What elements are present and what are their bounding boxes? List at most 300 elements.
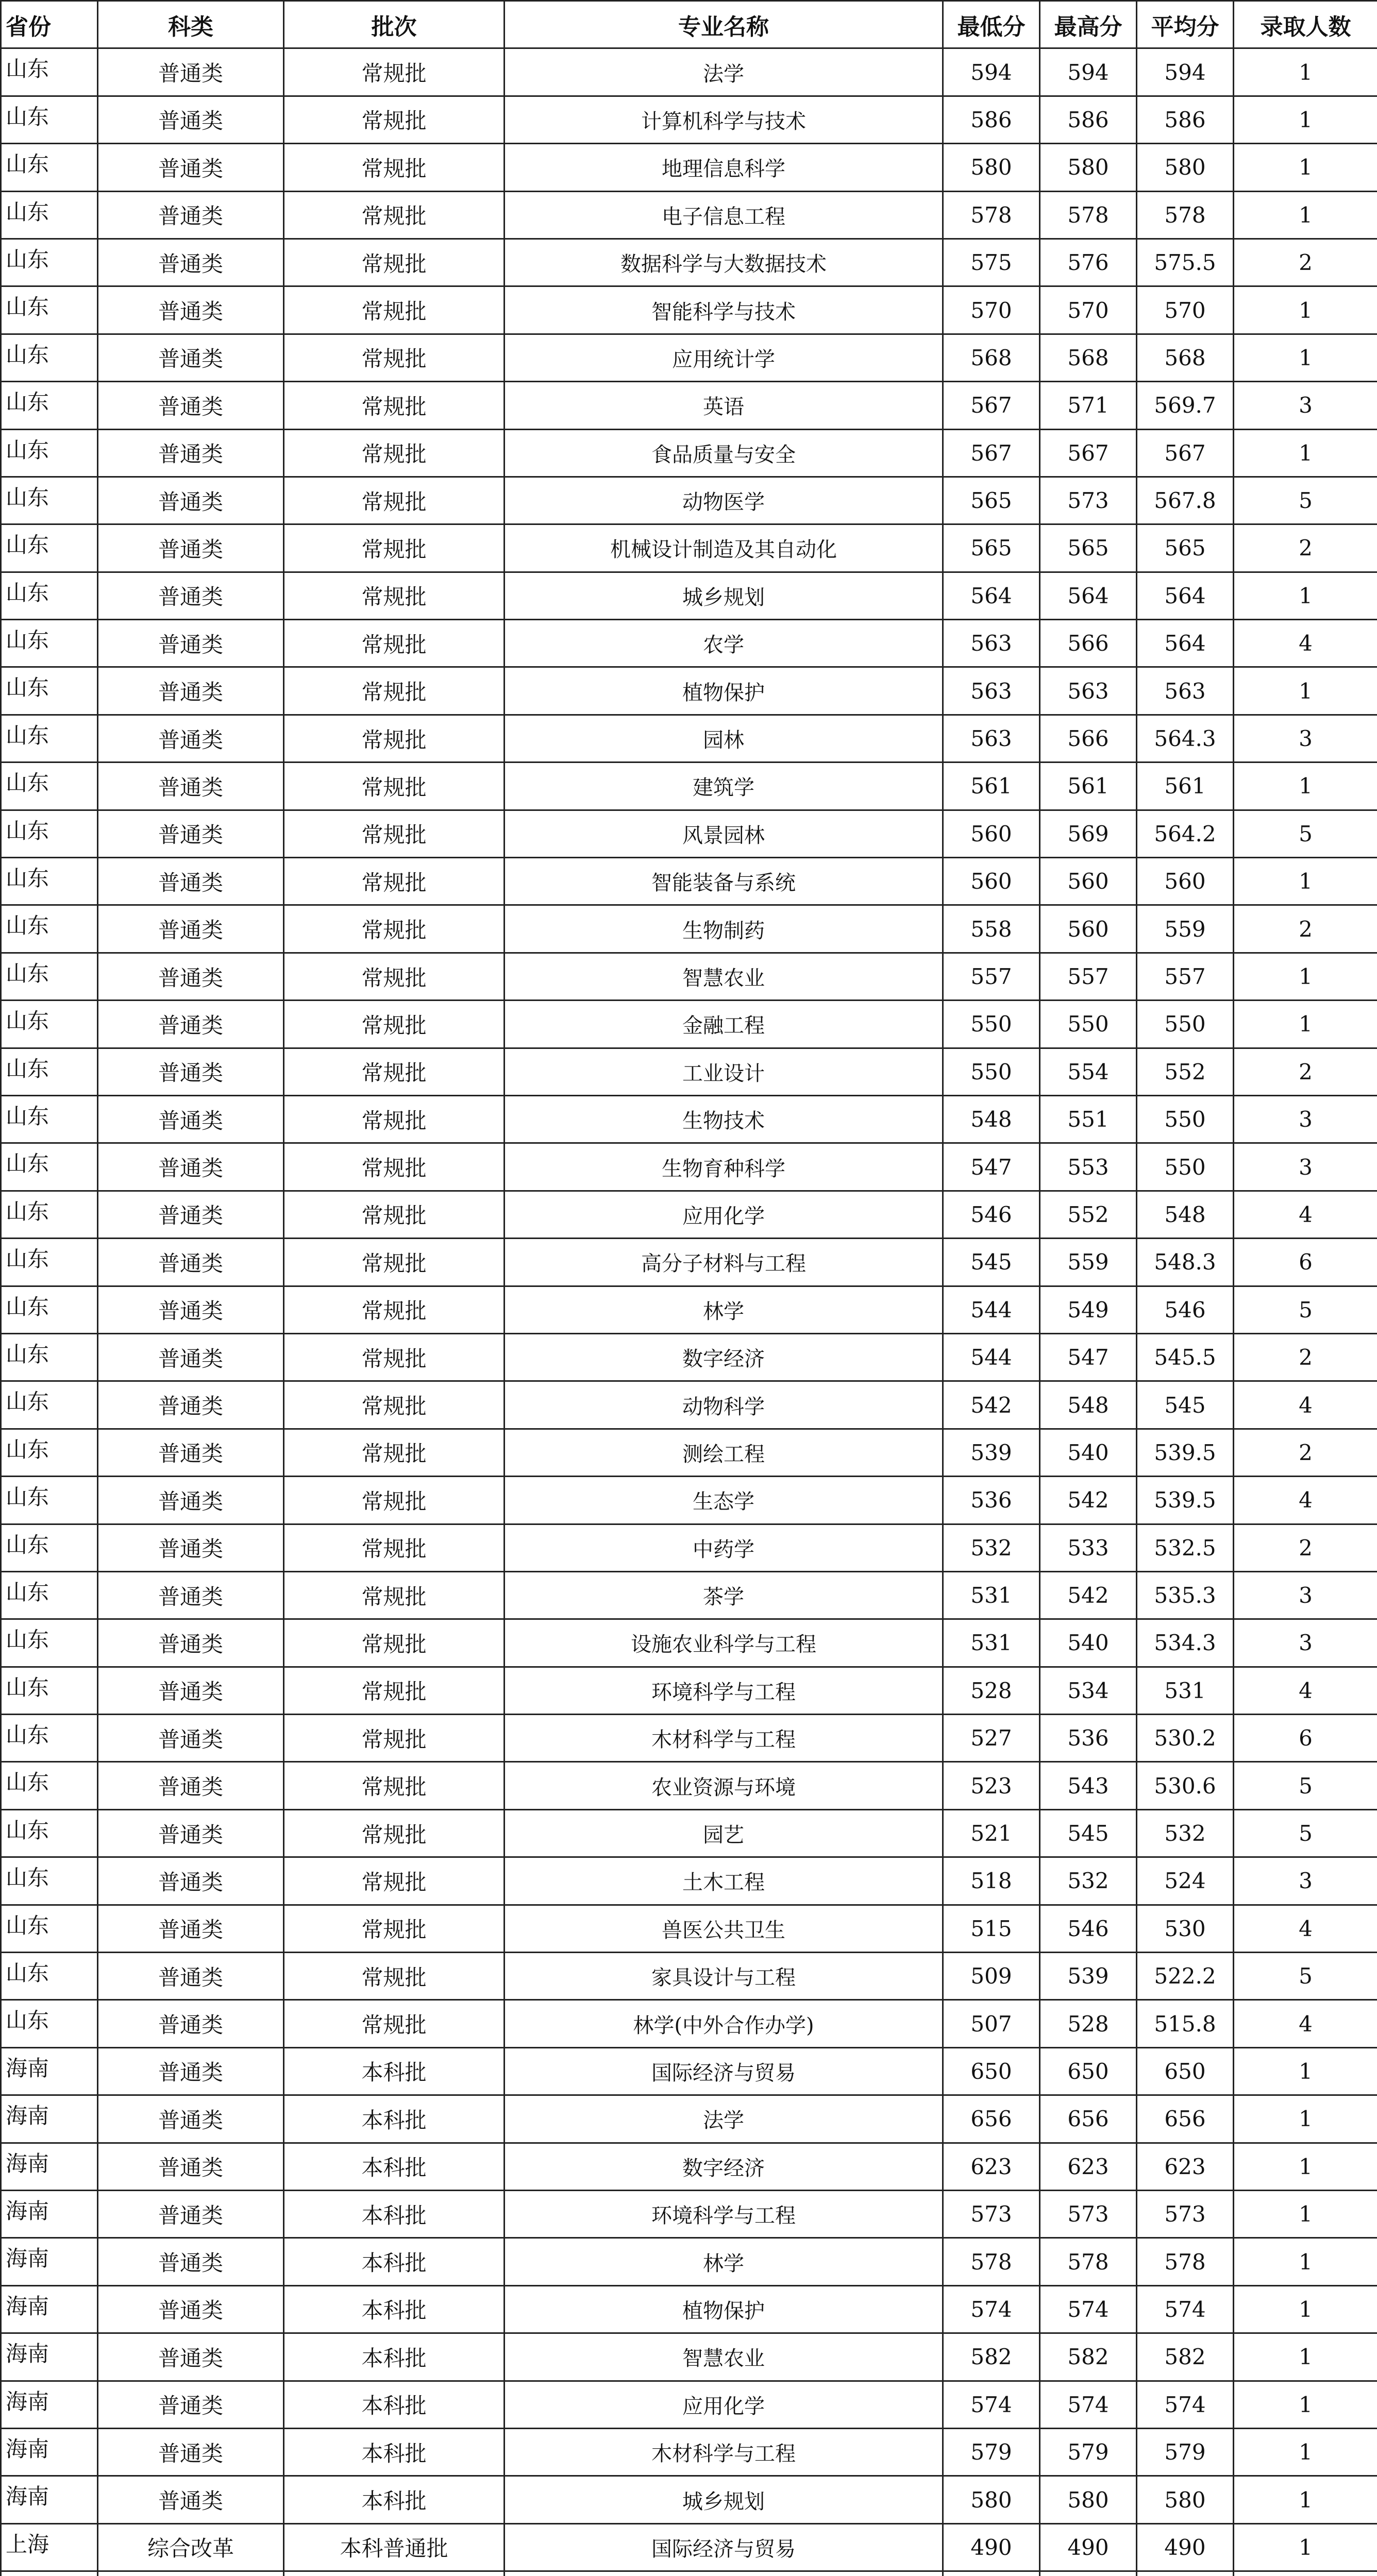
- header-admitted-count: 录取人数: [1234, 2, 1377, 49]
- cell-admitted-count: 1: [1234, 573, 1377, 620]
- cell-category: 普通类: [98, 2144, 284, 2191]
- cell-min-score: 544: [944, 1334, 1040, 1382]
- header-major: 专业名称: [505, 2, 944, 49]
- cell-max-score: 554: [1040, 1049, 1137, 1096]
- cell-batch: 本科批: [284, 2144, 505, 2191]
- cell-avg-score: 594: [1137, 49, 1234, 96]
- cell-min-score: 509: [944, 1953, 1040, 2001]
- cell-min-score: 532: [944, 1525, 1040, 1572]
- cell-province: 山东: [2, 1668, 98, 1715]
- header-avg-score: 平均分: [1137, 2, 1234, 49]
- cell-province: 山东: [2, 858, 98, 906]
- cell-admitted-count: 3: [1234, 1858, 1377, 1905]
- cell-major: 食品质量与安全: [505, 430, 944, 478]
- cell-max-score: 561: [1040, 763, 1137, 810]
- cell-major: 工业设计: [505, 1049, 944, 1096]
- cell-avg-score: 524: [1137, 1858, 1234, 1905]
- cell-avg-score: 570: [1137, 287, 1234, 334]
- cell-batch: 常规批: [284, 1668, 505, 1715]
- cell-admitted-count: 4: [1234, 1382, 1377, 1429]
- cell-min-score: 523: [944, 1762, 1040, 1810]
- cell-admitted-count: 1: [1234, 763, 1377, 810]
- cell-min-score: 557: [944, 954, 1040, 1001]
- cell-min-score: 547: [944, 1144, 1040, 1191]
- cell-admitted-count: 4: [1234, 1477, 1377, 1524]
- cell-admitted-count: 2: [1234, 240, 1377, 287]
- cell-avg-score: 582: [1137, 2334, 1234, 2381]
- cell-admitted-count: 5: [1234, 811, 1377, 858]
- cell-avg-score: 578: [1137, 192, 1234, 240]
- cell-max-score: 564: [1040, 573, 1137, 620]
- cell-min-score: 575: [944, 240, 1040, 287]
- cell-province: 山东: [2, 1192, 98, 1239]
- cell-category: 普通类: [98, 287, 284, 334]
- cell-major: 植物保护: [505, 668, 944, 715]
- cell-batch: 常规批: [284, 1001, 505, 1048]
- cell-min-score: 515: [944, 1906, 1040, 1953]
- cell-admitted-count: 1: [1234, 668, 1377, 715]
- cell-avg-score: 623: [1137, 2144, 1234, 2191]
- cell-min-score: 539: [944, 1430, 1040, 1477]
- cell-batch: 常规批: [284, 620, 505, 668]
- cell-avg-score: 563: [1137, 668, 1234, 715]
- cell-category: 普通类: [98, 1572, 284, 1620]
- cell-province: 山东: [2, 1430, 98, 1477]
- cell-min-score: 548: [944, 1096, 1040, 1144]
- cell-province: 海南: [2, 2191, 98, 2239]
- cell-batch: 常规批: [284, 1144, 505, 1191]
- cell-min-score: 564: [944, 573, 1040, 620]
- cell-max-score: 578: [1040, 192, 1137, 240]
- cell-admitted-count: 1: [1234, 954, 1377, 1001]
- cell-min-score: 582: [944, 2334, 1040, 2381]
- cell-avg-score: 580: [1137, 2477, 1234, 2524]
- cell-max-score: 536: [1040, 1715, 1137, 1762]
- cell-min-score: 579: [944, 2429, 1040, 2477]
- cell-max-score: 552: [1040, 1192, 1137, 1239]
- cell-max-score: 623: [1040, 2144, 1137, 2191]
- cell-avg-score: 564: [1137, 620, 1234, 668]
- cell-category: 普通类: [98, 1001, 284, 1048]
- cell-max-score: 540: [1040, 1620, 1137, 1667]
- cell-min-score: 536: [944, 1477, 1040, 1524]
- cell-avg-score: 530.6: [1137, 1762, 1234, 1810]
- cell-batch: 常规批: [284, 2001, 505, 2048]
- cell-max-score: 545: [1040, 1810, 1137, 1858]
- cell-batch: 常规批: [284, 763, 505, 810]
- cell-max-score: 557: [1040, 954, 1137, 1001]
- cell-min-score: 531: [944, 1620, 1040, 1667]
- cell-avg-score: 552: [1137, 1049, 1234, 1096]
- cell-batch: 常规批: [284, 97, 505, 144]
- cell-admitted-count: 1: [1234, 858, 1377, 906]
- cell-avg-score: 574: [1137, 2286, 1234, 2334]
- cell-major: 高分子材料与工程: [505, 1239, 944, 1286]
- cell-province: 山东: [2, 1001, 98, 1048]
- cell-admitted-count: 1: [1234, 2191, 1377, 2239]
- cell-max-score: 586: [1040, 97, 1137, 144]
- cell-major: 林学(中外合作办学): [505, 2001, 944, 2048]
- cell-admitted-count: 3: [1234, 1144, 1377, 1191]
- cell-province: 山东: [2, 192, 98, 240]
- cell-major: 法学: [505, 49, 944, 96]
- cell-avg-score: 531: [1137, 1668, 1234, 1715]
- cell-batch: 常规批: [284, 478, 505, 525]
- cell-major: 金融工程: [505, 1001, 944, 1048]
- cell-min-score: 563: [944, 620, 1040, 668]
- cell-batch: 常规批: [284, 1572, 505, 1620]
- cell-min-score: 570: [944, 287, 1040, 334]
- cell-max-score: 573: [1040, 2191, 1137, 2239]
- cell-batch: 本科批: [284, 2096, 505, 2143]
- cell-major: 生物制药: [505, 906, 944, 953]
- cell-major: 园林: [505, 716, 944, 763]
- cell-avg-score: 567.8: [1137, 478, 1234, 525]
- cell-batch: 常规批: [284, 525, 505, 572]
- cell-admitted-count: 1: [1234, 1001, 1377, 1048]
- cell-admitted-count: 1: [1234, 2048, 1377, 2096]
- cell-batch: 常规批: [284, 573, 505, 620]
- cell-min-score: 550: [944, 1049, 1040, 1096]
- cell-max-score: 533: [1040, 1525, 1137, 1572]
- cell-max-score: 560: [1040, 858, 1137, 906]
- cell-category: 普通类: [98, 2191, 284, 2239]
- header-min-score: 最低分: [944, 2, 1040, 49]
- cell-avg-score: 546: [1137, 1287, 1234, 1334]
- cell-category: 普通类: [98, 1192, 284, 1239]
- cell-max-score: 563: [1040, 668, 1137, 715]
- cell-admitted-count: 3: [1234, 1096, 1377, 1144]
- cell-major: 应用统计学: [505, 335, 944, 382]
- cell-max-score: 539: [1040, 1953, 1137, 2001]
- cell-province: 山东: [2, 1906, 98, 1953]
- cell-category: 普通类: [98, 478, 284, 525]
- cell-major: 测绘工程: [505, 1430, 944, 1477]
- cell-major: 生态学: [505, 1477, 944, 1524]
- cell-min-score: 574: [944, 2382, 1040, 2429]
- header-max-score: 最高分: [1040, 2, 1137, 49]
- cell-batch: 常规批: [284, 382, 505, 430]
- cell-min-score: 561: [944, 763, 1040, 810]
- cell-avg-score: 561: [1137, 763, 1234, 810]
- cell-min-score: 656: [944, 2096, 1040, 2143]
- cell-min-score: 563: [944, 716, 1040, 763]
- cell-province: 海南: [2, 2382, 98, 2429]
- cell-major: 植物保护: [505, 2286, 944, 2334]
- cell-category: 普通类: [98, 1715, 284, 1762]
- cell-batch: 常规批: [284, 1953, 505, 2001]
- cell-category: 普通类: [98, 716, 284, 763]
- cell-batch: 常规批: [284, 1858, 505, 1905]
- cell-admitted-count: 1: [1234, 430, 1377, 478]
- cell-max-score: 547: [1040, 1334, 1137, 1382]
- cell-major: 生物技术: [505, 1096, 944, 1144]
- cell-major: 动物医学: [505, 478, 944, 525]
- cell-min-score: 565: [944, 525, 1040, 572]
- cell-max-score: 490: [1040, 2524, 1137, 2572]
- cell-province: 海南: [2, 2429, 98, 2477]
- cell-max-score: 580: [1040, 2477, 1137, 2524]
- cell-avg-score: 575.5: [1137, 240, 1234, 287]
- cell-avg-score: 530: [1137, 1906, 1234, 1953]
- cell-batch: 常规批: [284, 954, 505, 1001]
- cell-admitted-count: 1: [1234, 2334, 1377, 2381]
- cell-category: 普通类: [98, 1144, 284, 1191]
- cell-min-score: 578: [944, 192, 1040, 240]
- cell-province: 山东: [2, 1334, 98, 1382]
- cell-min-score: 586: [944, 97, 1040, 144]
- cell-avg-score: 550: [1137, 1001, 1234, 1048]
- cell-admitted-count: 2: [1234, 1334, 1377, 1382]
- cell-major: 木材科学与工程: [505, 1715, 944, 1762]
- cell-category: 普通类: [98, 1477, 284, 1524]
- cell-batch: 常规批: [284, 49, 505, 96]
- cell-max-score: 567: [1040, 430, 1137, 478]
- cell-major: 数字经济: [505, 1334, 944, 1382]
- cell-province: 山东: [2, 1810, 98, 1858]
- cell-major: 建筑学: [505, 763, 944, 810]
- cell-major: 家具设计与工程: [505, 1953, 944, 2001]
- cell-avg-score: 573: [1137, 2191, 1234, 2239]
- cell-batch: 常规批: [284, 192, 505, 240]
- cell-max-score: 594: [1040, 49, 1137, 96]
- cell-category: 普通类: [98, 1382, 284, 1429]
- cell-min-score: 594: [944, 49, 1040, 96]
- cell-category: 普通类: [98, 144, 284, 192]
- cell-admitted-count: 5: [1234, 1953, 1377, 2001]
- cell-batch: [284, 2572, 505, 2576]
- cell-max-score: 542: [1040, 1477, 1137, 1524]
- cell-max-score: 576: [1040, 240, 1137, 287]
- cell-major: 智慧农业: [505, 954, 944, 1001]
- cell-province: 山东: [2, 1239, 98, 1286]
- cell-avg-score: 545: [1137, 1382, 1234, 1429]
- cell-batch: 常规批: [284, 1239, 505, 1286]
- cell-min-score: 650: [944, 2048, 1040, 2096]
- cell-province: 山东: [2, 525, 98, 572]
- cell-batch: 常规批: [284, 144, 505, 192]
- cell-province: 海南: [2, 2286, 98, 2334]
- cell-province: 山东: [2, 1477, 98, 1524]
- cell-batch: 常规批: [284, 1382, 505, 1429]
- cell-admitted-count: [1234, 2572, 1377, 2576]
- cell-admitted-count: 6: [1234, 1239, 1377, 1286]
- cell-province: 海南: [2, 2096, 98, 2143]
- cell-max-score: 569: [1040, 811, 1137, 858]
- cell-min-score: 574: [944, 2286, 1040, 2334]
- cell-province: 山东: [2, 287, 98, 334]
- cell-admitted-count: 5: [1234, 478, 1377, 525]
- cell-major: 中药学: [505, 1525, 944, 1572]
- cell-category: 普通类: [98, 525, 284, 572]
- cell-batch: 常规批: [284, 906, 505, 953]
- cell-max-score: 566: [1040, 716, 1137, 763]
- cell-category: 普通类: [98, 430, 284, 478]
- cell-max-score: [1040, 2572, 1137, 2576]
- cell-min-score: 527: [944, 1715, 1040, 1762]
- cell-min-score: 542: [944, 1382, 1040, 1429]
- cell-batch: 常规批: [284, 811, 505, 858]
- cell-category: 普通类: [98, 49, 284, 96]
- cell-avg-score: 650: [1137, 2048, 1234, 2096]
- cell-avg-score: 532.5: [1137, 1525, 1234, 1572]
- cell-province: 山东: [2, 49, 98, 96]
- cell-admitted-count: 2: [1234, 906, 1377, 953]
- cell-category: 普通类: [98, 954, 284, 1001]
- cell-batch: 本科批: [284, 2048, 505, 2096]
- cell-max-score: 528: [1040, 2001, 1137, 2048]
- cell-min-score: 545: [944, 1239, 1040, 1286]
- cell-min-score: 521: [944, 1810, 1040, 1858]
- cell-avg-score: 656: [1137, 2096, 1234, 2143]
- cell-max-score: 582: [1040, 2334, 1137, 2381]
- cell-admitted-count: 4: [1234, 620, 1377, 668]
- cell-category: 普通类: [98, 1334, 284, 1382]
- cell-major: 数据科学与大数据技术: [505, 240, 944, 287]
- cell-min-score: 558: [944, 906, 1040, 953]
- cell-category: 普通类: [98, 240, 284, 287]
- cell-batch: 常规批: [284, 1715, 505, 1762]
- cell-batch: 常规批: [284, 858, 505, 906]
- cell-category: 普通类: [98, 335, 284, 382]
- cell-admitted-count: 6: [1234, 1715, 1377, 1762]
- cell-min-score: 580: [944, 144, 1040, 192]
- cell-province: 海南: [2, 2477, 98, 2524]
- cell-province: 山东: [2, 1144, 98, 1191]
- cell-avg-score: 539.5: [1137, 1477, 1234, 1524]
- cell-avg-score: 490: [1137, 2524, 1234, 2572]
- cell-min-score: 518: [944, 1858, 1040, 1905]
- cell-avg-score: 569.7: [1137, 382, 1234, 430]
- cell-category: [98, 2572, 284, 2576]
- cell-category: 普通类: [98, 2239, 284, 2286]
- cell-batch: 常规批: [284, 1049, 505, 1096]
- cell-admitted-count: 2: [1234, 525, 1377, 572]
- cell-major: [505, 2572, 944, 2576]
- cell-major: 电子信息工程: [505, 192, 944, 240]
- cell-major: 林学: [505, 2239, 944, 2286]
- cell-major: 智能装备与系统: [505, 858, 944, 906]
- cell-admitted-count: 5: [1234, 1287, 1377, 1334]
- cell-max-score: 560: [1040, 906, 1137, 953]
- cell-category: 普通类: [98, 1049, 284, 1096]
- cell-major: 数字经济: [505, 2144, 944, 2191]
- header-province: 省份: [2, 2, 98, 49]
- cell-category: 普通类: [98, 1430, 284, 1477]
- cell-province: 山东: [2, 240, 98, 287]
- cell-province: 山东: [2, 97, 98, 144]
- cell-major: 环境科学与工程: [505, 2191, 944, 2239]
- cell-admitted-count: 1: [1234, 97, 1377, 144]
- cell-major: 农业资源与环境: [505, 1762, 944, 1810]
- cell-max-score: 565: [1040, 525, 1137, 572]
- cell-category: 普通类: [98, 2429, 284, 2477]
- cell-admitted-count: 1: [1234, 287, 1377, 334]
- cell-min-score: 560: [944, 811, 1040, 858]
- cell-max-score: 542: [1040, 1572, 1137, 1620]
- cell-category: 普通类: [98, 1810, 284, 1858]
- cell-category: 普通类: [98, 906, 284, 953]
- cell-max-score: 568: [1040, 335, 1137, 382]
- cell-admitted-count: 2: [1234, 1525, 1377, 1572]
- cell-avg-score: 574: [1137, 2382, 1234, 2429]
- cell-avg-score: 515.8: [1137, 2001, 1234, 2048]
- cell-batch: 常规批: [284, 1334, 505, 1382]
- cell-category: 普通类: [98, 1620, 284, 1667]
- cell-category: 普通类: [98, 2001, 284, 2048]
- cell-max-score: 546: [1040, 1906, 1137, 1953]
- cell-province: 山东: [2, 1049, 98, 1096]
- cell-min-score: 544: [944, 1287, 1040, 1334]
- cell-admitted-count: 1: [1234, 2286, 1377, 2334]
- cell-avg-score: 532: [1137, 1810, 1234, 1858]
- cell-max-score: 543: [1040, 1762, 1137, 1810]
- cell-category: 普通类: [98, 97, 284, 144]
- cell-major: 智能科学与技术: [505, 287, 944, 334]
- cell-category: 普通类: [98, 1858, 284, 1905]
- cell-major: 动物科学: [505, 1382, 944, 1429]
- cell-batch: 本科普通批: [284, 2524, 505, 2572]
- cell-major: 计算机科学与技术: [505, 97, 944, 144]
- cell-batch: 本科批: [284, 2286, 505, 2334]
- cell-category: 普通类: [98, 573, 284, 620]
- cell-max-score: 550: [1040, 1001, 1137, 1048]
- cell-batch: 常规批: [284, 287, 505, 334]
- cell-min-score: 623: [944, 2144, 1040, 2191]
- cell-batch: 本科批: [284, 2429, 505, 2477]
- cell-admitted-count: 1: [1234, 2429, 1377, 2477]
- cell-max-score: 579: [1040, 2429, 1137, 2477]
- cell-category: 普通类: [98, 2048, 284, 2096]
- cell-admitted-count: 5: [1234, 1762, 1377, 1810]
- cell-major: 国际经济与贸易: [505, 2048, 944, 2096]
- cell-category: 普通类: [98, 1239, 284, 1286]
- cell-category: 普通类: [98, 763, 284, 810]
- cell-max-score: 534: [1040, 1668, 1137, 1715]
- cell-province: 山东: [2, 716, 98, 763]
- cell-category: 普通类: [98, 668, 284, 715]
- cell-admitted-count: 4: [1234, 1906, 1377, 1953]
- cell-admitted-count: 1: [1234, 2382, 1377, 2429]
- cell-batch: 常规批: [284, 1525, 505, 1572]
- cell-min-score: 546: [944, 1192, 1040, 1239]
- cell-batch: 常规批: [284, 1762, 505, 1810]
- cell-avg-score: 535.3: [1137, 1572, 1234, 1620]
- cell-category: 普通类: [98, 1525, 284, 1572]
- cell-admitted-count: 4: [1234, 1668, 1377, 1715]
- cell-admitted-count: 2: [1234, 1430, 1377, 1477]
- cell-major: 地理信息科学: [505, 144, 944, 192]
- cell-major: 法学: [505, 2096, 944, 2143]
- cell-admitted-count: 3: [1234, 1572, 1377, 1620]
- cell-max-score: 532: [1040, 1858, 1137, 1905]
- cell-admitted-count: 5: [1234, 1810, 1377, 1858]
- cell-category: 普通类: [98, 1287, 284, 1334]
- cell-province: 山东: [2, 1525, 98, 1572]
- cell-avg-score: 545.5: [1137, 1334, 1234, 1382]
- cell-avg-score: 565: [1137, 525, 1234, 572]
- cell-admitted-count: 1: [1234, 2144, 1377, 2191]
- cell-max-score: 573: [1040, 478, 1137, 525]
- cell-max-score: 551: [1040, 1096, 1137, 1144]
- cell-province: 上海: [2, 2524, 98, 2572]
- cell-category: 普通类: [98, 2477, 284, 2524]
- cell-max-score: 540: [1040, 1430, 1137, 1477]
- cell-min-score: 567: [944, 430, 1040, 478]
- cell-major: 农学: [505, 620, 944, 668]
- cell-batch: 常规批: [284, 1430, 505, 1477]
- cell-min-score: 565: [944, 478, 1040, 525]
